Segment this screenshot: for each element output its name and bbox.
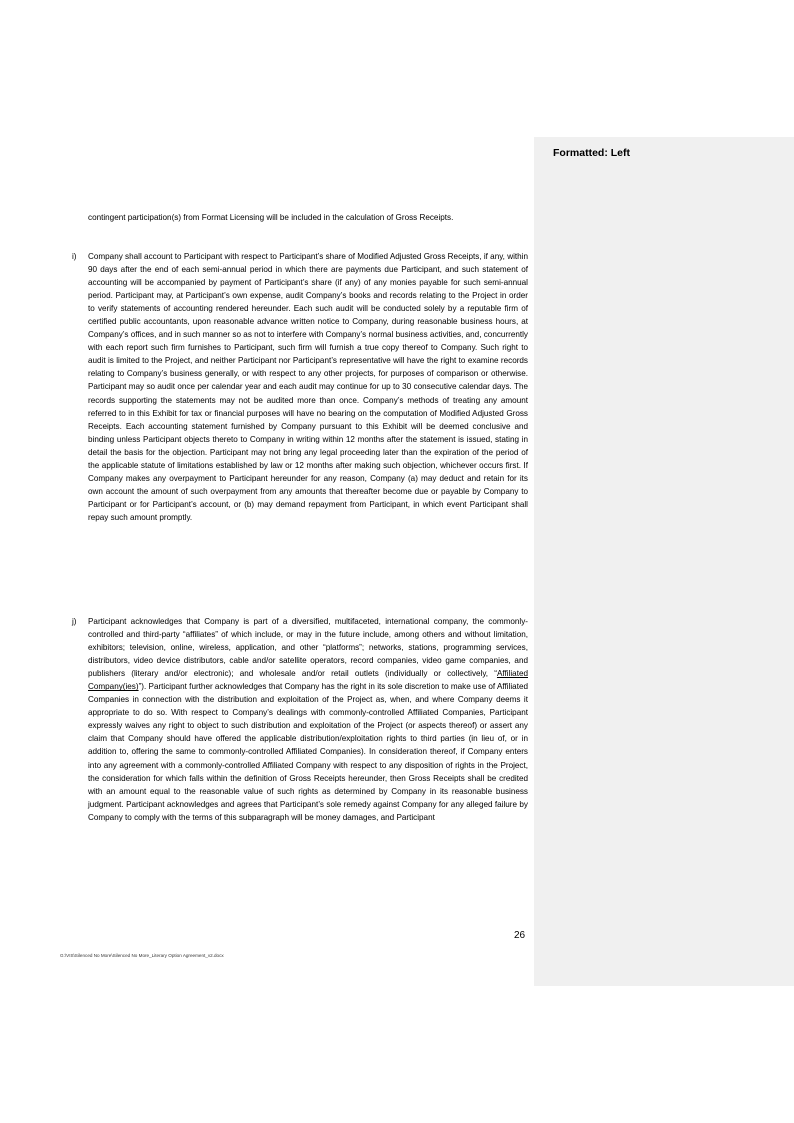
- format-change-note: Formatted: Left: [553, 147, 630, 159]
- page-number: 26: [514, 930, 526, 941]
- para-i-label: i): [72, 252, 77, 261]
- comment-pane: [534, 137, 794, 986]
- para-j-text-b: ”). Participant further acknowledges that Company has the right in its sole discretion to make use of Affiliated Companies in connection with the distribution and exploitation of the Project as, when, and where Company deems it appropriate to do so. With respect to Company’s dealings with commonly-controlled Affiliated Companies, Participant expressly waives any right to object to such distribution and exploitation of the Project (or aspects thereof) or assert any claim that Company should have offered the applicable distribution/exploitation rights to third parties (in lieu of, or in addition to, offering the same to commonly-controlled Affiliated Companies). In consideration thereof, if Company enters into any agreement with a commonly-controlled Affiliated Company with respect to any disposition of rights in the Project, the consideration for which falls within the definition of Gross Receipts hereunder, then Gross Receipts shall be credited with an amount equal to the reasonable value of such rights as determined by Company in its reasonable business judgment. Participant acknowledges and agrees that Participant’s sole remedy against Company for any alleged failure by Company to comply with the terms of this subparagraph will be money damages, and Participant: [88, 682, 528, 822]
- para-i-text: Company shall account to Participant with respect to Participant’s share of Modified Adjusted Gross Receipts, if any, within 90 days after the end of each semi-annual period in which there are payments due Participant, and such statement of accounting will be accompanied by payment of Participant’s share (if any) of any monies payable for such semi-annual period. Participant may, at Participant’s own expense, audit Company’s books and records relating to the Project in order to verify statements of accounting rendered hereunder. Each such audit will be conducted solely by a reputable firm of certified public accountants, upon reasonable advance written notice to Company, during reasonable business hours, at Company’s offices, and in such manner so as not to interfere with Company’s normal business activities, and, concurrently with each report such firm furnishes to Participant, such firm will furnish a true copy thereof to Company. Such right to audit is limited to the Project, and neither Participant nor Participant’s representative will have the right to examine records relating to Company’s business generally, or with respect to any other projects, for purposes of comparison or otherwise. Participant may so audit once per calendar year and each audit may continue for up to 30 consecutive calendar days. The records supporting the statements may not be audited more than once. Company’s methods of treating any amount referred to in this Exhibit for tax or financial purposes will have no bearing on the computation of Modified Adjusted Gross Receipts. Each accounting statement furnished by Company pursuant to this Exhibit will be deemed conclusive and binding unless Participant objects thereto to Company in writing within 12 months after the statement is issued, stating in detail the basis for the objection. Participant may not bring any legal proceeding later than the expiration of the period of the applicable statute of limitations established by law or 12 months after making such objection, whichever occurs first. If Company makes any overpayment to Participant hereunder for any reason, Company (a) may deduct and retain for its own account the amount of such overpayment from any amounts that thereafter become due or payable by Company to Participant or for Participant’s account, or (b) may demand repayment from Participant, in which event Participant shall repay such amount promptly.: [88, 252, 528, 522]
- para-j-text: [88, 615, 528, 824]
- para-j-label: j): [72, 617, 77, 626]
- affiliated-company-term: Affiliated Company(ies): [88, 669, 528, 692]
- footer-file-path: G:\VIS\Silenced No More\Silenced No More_Literary Option Agreement_v2.docx: [60, 953, 224, 958]
- para-j-text-a: Participant acknowledges that Company is part of a diversified, multifaceted, international company, the commonly-controlled and third-party “affiliates” of which include, or may in the future include, among others and without limitation, exhibitors; television, online, wireless, application, and other “platforms”; networks, stations, programming services, distributors, video device distributors, cable and/or satellite operators, record companies, video game companies, and publishers (literary and/or electronic); and wholesale and/or retail outlets (individually or collectively, “: [88, 617, 528, 679]
- continuation-paragraph: contingent participation(s) from Format Licensing will be included in the calculation of Gross Receipts.: [88, 213, 454, 222]
